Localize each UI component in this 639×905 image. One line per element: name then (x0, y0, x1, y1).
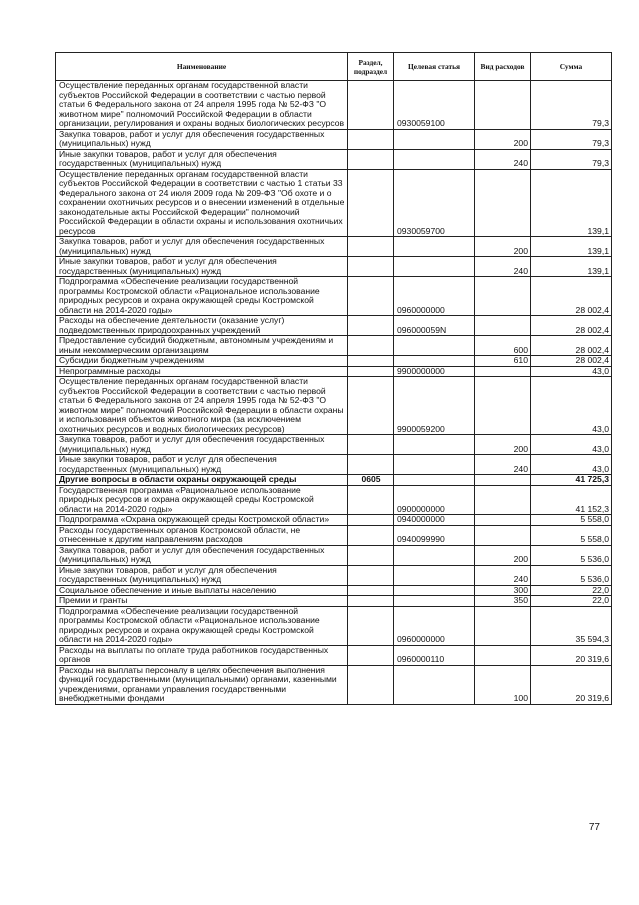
row-sum: 5 558,0 (531, 525, 612, 545)
table-row (56, 455, 612, 475)
row-section (348, 277, 394, 316)
row-sum: 43,0 (531, 455, 612, 475)
page-number: 77 (588, 822, 600, 833)
table-row (56, 316, 612, 336)
row-sum: 20 319,6 (531, 665, 612, 704)
row-sum: 22,0 (531, 596, 612, 607)
row-expense (475, 366, 531, 377)
row-section (348, 585, 394, 596)
row-name: Субсидии бюджетным учреждениям (56, 356, 348, 367)
table-body (56, 81, 612, 705)
row-expense: 100 (475, 665, 531, 704)
row-section (348, 665, 394, 704)
row-target: 0940000000 (394, 515, 475, 526)
row-target (394, 475, 475, 486)
row-expense: 240 (475, 257, 531, 277)
table-row (56, 475, 612, 486)
row-sum: 28 002,4 (531, 336, 612, 356)
table-row (56, 169, 612, 237)
row-sum: 41 152,3 (531, 485, 612, 515)
row-name: Осуществление переданных органам государственной власти субъектов Российской Федерации в соответствии с частью первой статьи 6 Федерального закона от 24 апреля 1995 года № 52-ФЗ "О животном мире" полномочий Российской Федерации в области организации, регулирования и охраны водных биологических ресурсов (56, 81, 348, 130)
row-sum: 5 536,0 (531, 565, 612, 585)
row-name: Расходы государственных органов Костромской области, не отнесенные к другим направлениям расходов (56, 525, 348, 545)
row-expense: 200 (475, 435, 531, 455)
header-target: Целевая статья (394, 53, 475, 81)
table-row (56, 435, 612, 455)
row-target: 096000059N (394, 316, 475, 336)
table-row (56, 515, 612, 526)
row-target: 0900000000 (394, 485, 475, 515)
row-name: Иные закупки товаров, работ и услуг для обеспечения государственных (муниципальных) нужд (56, 565, 348, 585)
row-sum: 28 002,4 (531, 356, 612, 367)
row-target (394, 237, 475, 257)
row-name: Социальное обеспечение и иные выплаты населению (56, 585, 348, 596)
row-sum: 79,3 (531, 129, 612, 149)
row-target: 9900059200 (394, 377, 475, 435)
row-target: 0930059100 (394, 81, 475, 130)
table-row (56, 485, 612, 515)
table-row (56, 366, 612, 377)
row-expense: 300 (475, 585, 531, 596)
row-target: 0940099990 (394, 525, 475, 545)
row-name: Расходы на выплаты персоналу в целях обеспечения выполнения функций государственными (муниципальными) органами, казенными учреждениями, органами управления государственными внебюджетными фондами (56, 665, 348, 704)
table-row (56, 81, 612, 130)
row-target (394, 665, 475, 704)
row-expense (475, 515, 531, 526)
row-target (394, 257, 475, 277)
row-section (348, 485, 394, 515)
row-section (348, 81, 394, 130)
table-row (56, 277, 612, 316)
row-expense: 610 (475, 356, 531, 367)
row-section (348, 377, 394, 435)
row-sum: 43,0 (531, 435, 612, 455)
row-name: Закупка товаров, работ и услуг для обеспечения государственных (муниципальных) нужд (56, 237, 348, 257)
row-target (394, 545, 475, 565)
row-name: Иные закупки товаров, работ и услуг для обеспечения государственных (муниципальных) нужд (56, 149, 348, 169)
row-sum: 28 002,4 (531, 277, 612, 316)
header-expense: Вид расходов (475, 53, 531, 81)
row-expense (475, 277, 531, 316)
row-target (394, 585, 475, 596)
row-section (348, 237, 394, 257)
row-section (348, 565, 394, 585)
row-expense: 600 (475, 336, 531, 356)
row-sum: 5 536,0 (531, 545, 612, 565)
table-row (56, 237, 612, 257)
row-target: 0960000000 (394, 277, 475, 316)
header-section: Раздел, подраздел (348, 53, 394, 81)
table-row (56, 565, 612, 585)
row-name: Подпрограмма «Обеспечение реализации государственной программы Костромской области «Рациональное использование природных ресурсов и охрана окружающей среды Костромской области на 2014-2020 годы» (56, 606, 348, 645)
table-row (56, 606, 612, 645)
row-sum: 5 558,0 (531, 515, 612, 526)
row-sum: 43,0 (531, 377, 612, 435)
row-target (394, 565, 475, 585)
row-name: Подпрограмма «Обеспечение реализации государственной программы Костромской области «Рациональное использование природных ресурсов и охрана окружающей среды Костромской области на 2014-2020 годы» (56, 277, 348, 316)
header-name: Наименование (56, 53, 348, 81)
row-target: 0960000000 (394, 606, 475, 645)
row-section (348, 257, 394, 277)
row-expense: 240 (475, 149, 531, 169)
row-expense (475, 377, 531, 435)
row-target (394, 596, 475, 607)
table-row (56, 377, 612, 435)
row-name: Закупка товаров, работ и услуг для обеспечения государственных (муниципальных) нужд (56, 435, 348, 455)
row-section (348, 606, 394, 645)
row-sum: 20 319,6 (531, 645, 612, 665)
row-expense: 200 (475, 237, 531, 257)
row-section (348, 169, 394, 237)
row-sum: 43,0 (531, 366, 612, 377)
row-target (394, 129, 475, 149)
row-sum: 41 725,3 (531, 475, 612, 486)
row-section (348, 149, 394, 169)
row-target: 0930059700 (394, 169, 475, 237)
table-row (56, 336, 612, 356)
row-target: 9900000000 (394, 366, 475, 377)
row-name: Иные закупки товаров, работ и услуг для обеспечения государственных (муниципальных) нужд (56, 455, 348, 475)
row-expense: 240 (475, 565, 531, 585)
row-section (348, 366, 394, 377)
row-sum: 79,3 (531, 81, 612, 130)
table-row (56, 257, 612, 277)
row-section (348, 515, 394, 526)
table-header (56, 53, 612, 81)
row-target (394, 356, 475, 367)
table-row (56, 525, 612, 545)
row-expense (475, 475, 531, 486)
row-section (348, 356, 394, 367)
row-expense: 350 (475, 596, 531, 607)
row-name: Расходы на выплаты по оплате труда работников государственных органов (56, 645, 348, 665)
row-section (348, 645, 394, 665)
header-sum: Сумма (531, 53, 612, 81)
row-sum: 35 594,3 (531, 606, 612, 645)
row-target (394, 435, 475, 455)
row-sum: 139,1 (531, 237, 612, 257)
row-sum: 22,0 (531, 585, 612, 596)
table-row (56, 645, 612, 665)
row-section (348, 596, 394, 607)
row-name: Осуществление переданных органам государственной власти субъектов Российской Федерации в соответствии с частью первой статьи 6 Федерального закона от 24 апреля 1995 года № 52-ФЗ "О животном мире" полномочий Российской Федерации в области охраны и использования объектов животного мира (за исключением охотничьих ресурсов и водных биологических ресурсов) (56, 377, 348, 435)
row-name: Иные закупки товаров, работ и услуг для обеспечения государственных (муниципальных) нужд (56, 257, 348, 277)
table-row (56, 665, 612, 704)
row-sum: 79,3 (531, 149, 612, 169)
row-section (348, 129, 394, 149)
row-expense: 200 (475, 545, 531, 565)
row-expense (475, 169, 531, 237)
row-name: Закупка товаров, работ и услуг для обеспечения государственных (муниципальных) нужд (56, 545, 348, 565)
row-section (348, 455, 394, 475)
row-section: 0605 (348, 475, 394, 486)
row-target (394, 455, 475, 475)
row-expense: 200 (475, 129, 531, 149)
row-name: Расходы на обеспечение деятельности (оказание услуг) подведомственных природоохранных учреждений (56, 316, 348, 336)
row-name: Непрограммные расходы (56, 366, 348, 377)
row-expense (475, 81, 531, 130)
row-name: Подпрограмма «Охрана окружающей среды Костромской области» (56, 515, 348, 526)
row-section (348, 435, 394, 455)
row-expense (475, 645, 531, 665)
row-name: Государственная программа «Рациональное использование природных ресурсов и охрана окружающей среды Костромской области на 2014-2020 годы» (56, 485, 348, 515)
row-expense: 240 (475, 455, 531, 475)
row-target (394, 149, 475, 169)
row-expense (475, 485, 531, 515)
table-row (56, 585, 612, 596)
row-expense (475, 316, 531, 336)
row-expense (475, 606, 531, 645)
row-name: Предоставление субсидий бюджетным, автономным учреждениям и иным некоммерческим организациям (56, 336, 348, 356)
row-name: Другие вопросы в области охраны окружающей среды (56, 475, 348, 486)
table-row (56, 356, 612, 367)
row-target (394, 336, 475, 356)
row-name: Премии и гранты (56, 596, 348, 607)
row-section (348, 316, 394, 336)
table-row (56, 149, 612, 169)
table-row (56, 129, 612, 149)
row-expense (475, 525, 531, 545)
budget-table (55, 52, 612, 705)
row-section (348, 525, 394, 545)
row-name: Осуществление переданных органам государственной власти субъектов Российской Федерации в соответствии с частью 1 статьи 33 Федерального закона от 24 июля 2009 года № 209-ФЗ "Об охоте и о сохранении охотничьих ресурсов и о внесении изменений в отдельные законодательные акты Российской Федерации" полномочий Российской Федерации в области охраны и использования охотничьих ресурсов (56, 169, 348, 237)
row-sum: 139,1 (531, 169, 612, 237)
row-section (348, 545, 394, 565)
row-name: Закупка товаров, работ и услуг для обеспечения государственных (муниципальных) нужд (56, 129, 348, 149)
row-sum: 139,1 (531, 257, 612, 277)
table-row (56, 545, 612, 565)
row-target: 0960000110 (394, 645, 475, 665)
table-row (56, 596, 612, 607)
row-section (348, 336, 394, 356)
row-sum: 28 002,4 (531, 316, 612, 336)
